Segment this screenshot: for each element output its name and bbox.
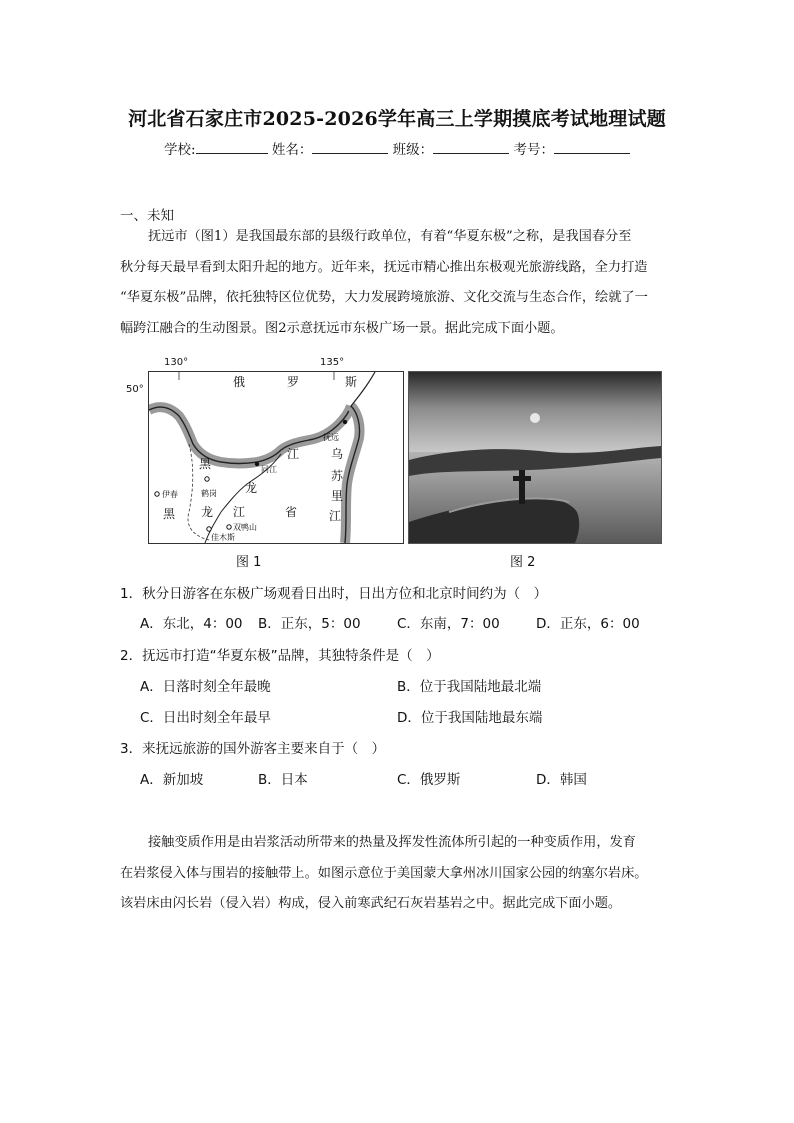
name-blank bbox=[312, 140, 388, 154]
school-label: 学校: bbox=[164, 142, 196, 158]
figure-2-caption: 图 2 bbox=[510, 555, 536, 570]
question-2-option-b[interactable]: B．位于我国陆地最北端 bbox=[397, 679, 542, 695]
question-1-option-b[interactable]: B．正东，5：00 bbox=[258, 616, 361, 632]
map-label-russia-1: 俄 bbox=[233, 375, 246, 389]
hegang-dot bbox=[205, 477, 209, 481]
photo-sky bbox=[409, 372, 661, 452]
map-label-hegang: 鹤岗 bbox=[201, 489, 217, 498]
map-label-prov-3: 江 bbox=[233, 505, 246, 519]
figure-2-photo bbox=[408, 371, 662, 544]
map-label-prov-1: 黑 bbox=[163, 507, 176, 521]
photo-sun bbox=[530, 413, 540, 423]
wusuli-river-band bbox=[345, 406, 360, 543]
question-3-option-a[interactable]: A．新加坡 bbox=[140, 772, 204, 788]
map-label-heilong-1: 黑 bbox=[199, 457, 212, 471]
map-svg bbox=[149, 372, 403, 543]
passage-2-line: 在岩浆侵入体与围岩的接触带上。如图示意位于美国蒙大拿州冰川国家公园的纳塞尔岩床。 bbox=[120, 865, 648, 881]
question-3-stem: 3．来抚远旅游的国外游客主要来自于（ ） bbox=[120, 741, 386, 757]
lon-130-label: 130° bbox=[164, 357, 189, 368]
figure-1-map bbox=[148, 371, 404, 544]
tongjiang-dot bbox=[255, 462, 259, 466]
class-blank bbox=[433, 140, 509, 154]
school-blank bbox=[196, 140, 268, 154]
question-2-option-a[interactable]: A．日落时刻全年最晚 bbox=[140, 679, 271, 695]
passage-1-line: 幅跨江融合的生动图景。图2示意抚远市东极广场一景。据此完成下面小题。 bbox=[120, 320, 564, 336]
map-label-wusuli-2: 苏 bbox=[331, 469, 344, 483]
map-label-jiamusi: 佳木斯 bbox=[211, 533, 235, 542]
photo-svg bbox=[409, 372, 661, 543]
map-label-heilong-2: 龙 bbox=[245, 481, 258, 495]
section-heading: 一、未知 bbox=[120, 208, 174, 224]
passage-1-line: 抚远市（图1）是我国最东部的县级行政单位，有着“华夏东极”之称，是我国春分至 bbox=[148, 229, 632, 244]
lat-50-label: 50° bbox=[126, 384, 144, 395]
border-river-band bbox=[149, 406, 351, 464]
passage-1 bbox=[120, 222, 685, 344]
photo-monument bbox=[519, 470, 525, 504]
map-label-wusuli-1: 乌 bbox=[331, 447, 344, 461]
question-1-option-d[interactable]: D．正东，6：00 bbox=[536, 616, 640, 632]
photo-monument-top bbox=[513, 476, 531, 481]
map-label-tongjiang: 同江 bbox=[261, 465, 277, 474]
number-label: 考号： bbox=[513, 142, 554, 158]
question-2-option-d[interactable]: D．位于我国陆地最东端 bbox=[397, 710, 543, 726]
map-label-wusuli-4: 江 bbox=[329, 509, 342, 523]
map-label-fuyuan: 抚远 bbox=[323, 433, 339, 442]
passage-2-line: 接触变质作用是由岩浆活动所带来的热量及挥发性流体所引起的一种变质作用，发育 bbox=[148, 835, 636, 850]
fuyuan-dot bbox=[343, 420, 347, 424]
passage-2-line: 该岩床由闪长岩（侵入岩）构成，侵入前寒武纪石灰岩基岩之中。据此完成下面小题。 bbox=[120, 896, 622, 911]
page-title: 河北省石家庄市2025-2026学年高三上学期摸底考试地理试题 bbox=[128, 108, 666, 130]
shuangyashan-dot bbox=[227, 525, 231, 529]
passage-1-line: 秋分每天最早看到太阳升起的地方。近年来，抚远市精心推出东极观光旅游线路，全力打造 bbox=[120, 259, 648, 275]
question-1-stem: 1．秋分日游客在东极广场观看日出时，日出方位和北京时间约为（ ） bbox=[120, 586, 548, 602]
question-3-option-b[interactable]: B．日本 bbox=[258, 772, 308, 788]
map-label-prov-2: 龙 bbox=[201, 505, 214, 519]
map-label-jiang-1: 江 bbox=[287, 447, 300, 461]
number-blank bbox=[554, 140, 630, 154]
passage-2 bbox=[120, 828, 685, 920]
question-2-option-c[interactable]: C．日出时刻全年最早 bbox=[140, 710, 271, 726]
map-label-shuangyashan: 双鸭山 bbox=[233, 523, 257, 532]
map-label-russia-2: 罗 bbox=[287, 375, 300, 389]
jiamusi-dot bbox=[207, 527, 211, 531]
question-3-option-c[interactable]: C．俄罗斯 bbox=[397, 772, 461, 788]
question-1-option-c[interactable]: C．东南，7：00 bbox=[397, 616, 500, 632]
map-label-prov-4: 省 bbox=[285, 505, 298, 519]
yichun-dot bbox=[155, 492, 159, 496]
lon-135-label: 135° bbox=[320, 357, 345, 368]
map-label-russia-3: 斯 bbox=[345, 375, 358, 389]
map-label-yichun: 伊春 bbox=[162, 490, 178, 499]
figure-1-caption: 图 1 bbox=[236, 555, 262, 570]
question-3-option-d[interactable]: D．韩国 bbox=[536, 772, 587, 788]
class-label: 班级： bbox=[392, 142, 434, 158]
student-info-line bbox=[0, 138, 794, 158]
question-2-stem: 2．抚远市打造“华夏东极”品牌，其独特条件是（ ） bbox=[120, 648, 440, 664]
passage-1-line: “华夏东极”品牌，依托独特区位优势，大力发展跨境旅游、文化交流与生态合作，绘就了一 bbox=[120, 290, 648, 305]
name-label: 姓名： bbox=[271, 142, 313, 158]
question-1-option-a[interactable]: A．东北，4：00 bbox=[140, 616, 243, 632]
map-label-wusuli-3: 里 bbox=[331, 489, 344, 503]
